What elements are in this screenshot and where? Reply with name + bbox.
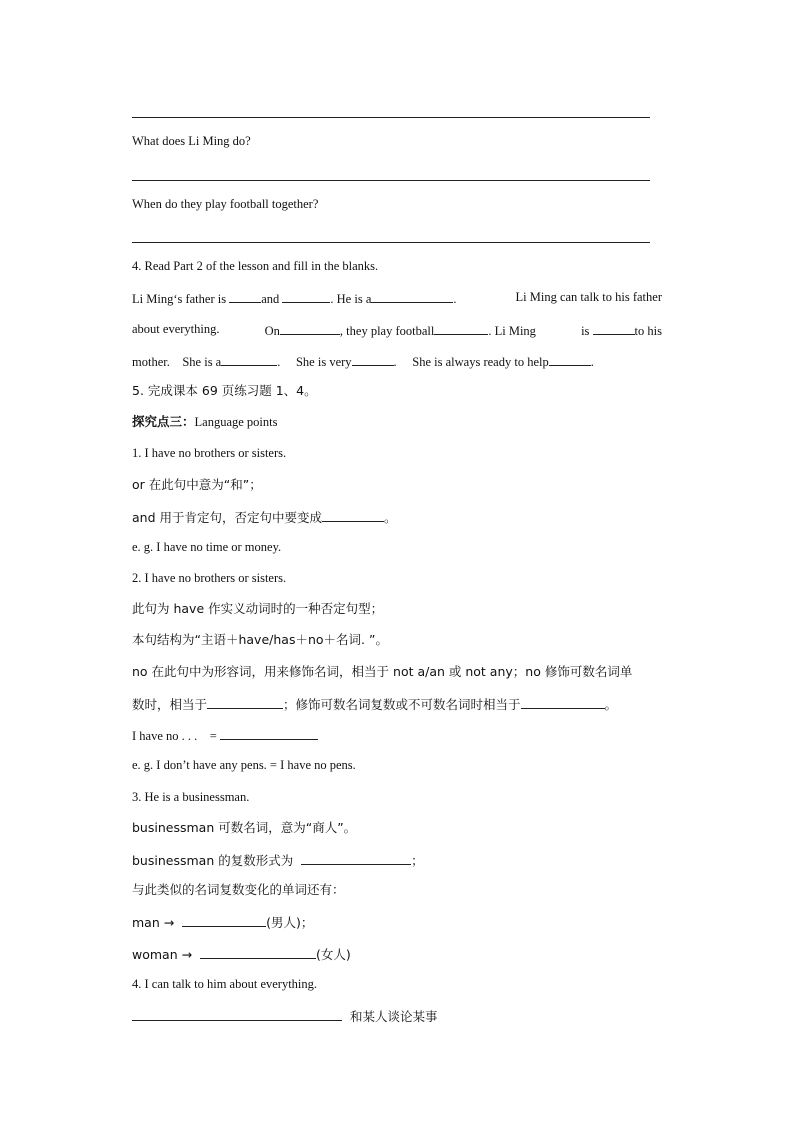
blank-group bbox=[132, 289, 457, 307]
task4-line3 bbox=[132, 352, 594, 370]
point3-line5 bbox=[132, 945, 351, 963]
blank[interactable] bbox=[200, 945, 316, 959]
text: . bbox=[277, 355, 281, 369]
point2-heading: 2. I have no brothers or sisters. bbox=[132, 571, 287, 585]
text: and bbox=[261, 292, 280, 306]
blank-group bbox=[265, 321, 536, 339]
task5: 5. 完成课本 69 页练习题 1、4。 bbox=[132, 383, 317, 398]
text: = bbox=[209, 729, 217, 743]
text: . bbox=[393, 355, 397, 369]
blank[interactable] bbox=[301, 851, 411, 865]
text: I have no . . . bbox=[132, 729, 198, 743]
point3-line3: 与此类似的名词复数变化的单词还有： bbox=[132, 882, 345, 897]
text: and 用于肯定句，否定句中要变成 bbox=[132, 510, 322, 525]
text: , they play football bbox=[339, 324, 435, 338]
blank[interactable] bbox=[221, 352, 277, 366]
point2-line4 bbox=[132, 695, 617, 713]
text: ； bbox=[411, 853, 424, 868]
point2-line3: no 在此句中为形容词，用来修饰名词，相当于 not a/an 或 not any；no 修饰可数名词单 bbox=[132, 664, 633, 679]
point2-line1: 此句为 have 作实义动词时的一种否定句型； bbox=[132, 601, 384, 616]
point1-heading: 1. I have no brothers or sisters. bbox=[132, 446, 287, 460]
section3-title: Language points bbox=[194, 415, 278, 429]
blank[interactable] bbox=[371, 289, 453, 303]
point4-line1 bbox=[132, 1007, 437, 1025]
blank[interactable] bbox=[322, 508, 384, 522]
text: . bbox=[590, 355, 594, 369]
text: On bbox=[264, 324, 280, 338]
text: 数时，相当于 bbox=[132, 697, 208, 712]
point3-heading: 3. He is a businessman. bbox=[132, 790, 250, 804]
task4-line2 bbox=[132, 321, 662, 339]
blank[interactable] bbox=[593, 321, 635, 335]
point3-line2 bbox=[132, 851, 424, 869]
text: She is very bbox=[295, 355, 352, 369]
section3-heading bbox=[132, 414, 277, 430]
blank[interactable] bbox=[182, 913, 266, 927]
blank-group bbox=[581, 321, 662, 339]
blank[interactable] bbox=[132, 1007, 342, 1021]
answer-line bbox=[132, 117, 650, 118]
point3-line4 bbox=[132, 913, 313, 931]
point3-line1: businessman 可数名词，意为“商人”。 bbox=[132, 820, 357, 835]
text: businessman 的复数形式为 bbox=[132, 853, 294, 868]
blank[interactable] bbox=[282, 289, 330, 303]
blank[interactable] bbox=[549, 352, 591, 366]
text: is bbox=[581, 324, 590, 338]
point2-example: e. g. I don’t have any pens. = I have no pens. bbox=[132, 758, 356, 772]
blank[interactable] bbox=[207, 695, 283, 709]
answer-line bbox=[132, 180, 650, 181]
point2-line2: 本句结构为“主语＋have/has＋no＋名词. ”。 bbox=[132, 632, 388, 647]
text: (男人)； bbox=[266, 915, 314, 930]
blank[interactable] bbox=[229, 289, 261, 303]
task4-line1 bbox=[132, 289, 662, 307]
text: (女人) bbox=[316, 947, 351, 962]
point1-and bbox=[132, 508, 397, 526]
text: ；修饰可数名词复数或不可数名词时相当于 bbox=[283, 697, 521, 712]
text: . bbox=[453, 292, 457, 306]
question-what: What does Li Ming do? bbox=[132, 134, 251, 148]
point2-line5 bbox=[132, 726, 318, 744]
text: . He is a bbox=[330, 292, 372, 306]
text: 和某人谈论某事 bbox=[349, 1009, 438, 1024]
point1-example: e. g. I have no time or money. bbox=[132, 540, 282, 554]
section3-label: 探究点三： bbox=[132, 414, 195, 429]
point4-heading: 4. I can talk to him about everything. bbox=[132, 977, 318, 991]
text: 。 bbox=[604, 697, 618, 712]
blank[interactable] bbox=[434, 321, 488, 335]
text: Li Ming‘s father is bbox=[132, 292, 227, 306]
blank[interactable] bbox=[521, 695, 605, 709]
blank[interactable] bbox=[280, 321, 340, 335]
text: woman → bbox=[132, 947, 193, 962]
worksheet-page bbox=[132, 0, 662, 1123]
text: She is a bbox=[182, 355, 222, 369]
text: about everything. bbox=[132, 322, 220, 336]
blank[interactable] bbox=[220, 726, 318, 740]
task4-heading: 4. Read Part 2 of the lesson and fill in the blanks. bbox=[132, 259, 379, 273]
text: man → bbox=[132, 915, 175, 930]
question-when: When do they play football together? bbox=[132, 197, 319, 211]
text: She is always ready to help bbox=[412, 355, 549, 369]
text: . Li Ming bbox=[488, 324, 536, 338]
text: Li Ming can talk to his father bbox=[515, 290, 662, 304]
text: to his bbox=[634, 324, 662, 338]
point1-or: or 在此句中意为“和”； bbox=[132, 477, 262, 492]
text: mother. bbox=[132, 355, 170, 369]
text: 。 bbox=[384, 510, 397, 525]
answer-line bbox=[132, 242, 650, 243]
blank[interactable] bbox=[352, 352, 394, 366]
